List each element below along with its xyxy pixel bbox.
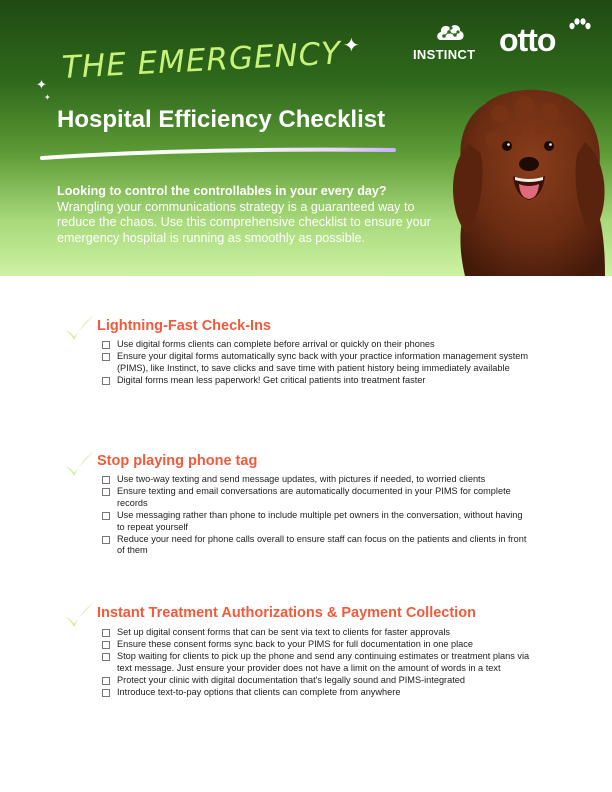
checklist-item[interactable] [101,339,531,351]
checklist-item-text: Set up digital consent forms that can be sent via text to clients for faster approvals [117,627,450,637]
sparkle-icon: ✦ [343,33,360,57]
checklist [101,339,531,387]
checklist-item-text: Ensure your digital forms automatically sync back with your practice information management system (PIMS), like Instinct, to save clicks and save time with patient history being immediately available [117,350,529,373]
checkbox[interactable] [102,353,110,361]
checklist-item[interactable] [101,627,531,639]
checklist-item[interactable] [101,534,531,558]
checkmark-icon [62,449,96,479]
checkbox[interactable] [102,488,110,496]
otto-logo: otto [499,22,556,58]
checklist-item[interactable] [101,474,531,486]
checkmark-icon [62,600,96,630]
checkbox[interactable] [102,476,110,484]
sparkle-icon: ✦ [36,78,47,93]
section-title: Lightning-Fast Check-Ins [97,318,271,334]
checkbox[interactable] [102,689,110,697]
checklist-item-text: Protect your clinic with digital documentation that's legally sound and PIMS-integrated [117,674,466,685]
checkbox[interactable] [102,641,110,649]
section-title: Stop playing phone tag [97,453,258,469]
checkbox[interactable] [102,653,110,661]
section-title: Instant Treatment Authorizations & Payment Collection [97,605,476,621]
checkbox[interactable] [102,629,110,637]
checklist-item-text: Use messaging rather than phone to include multiple pet owners in the conversation, without having to repeat yourself [117,509,523,532]
checklist-item[interactable] [101,675,531,687]
intro-text [57,184,432,246]
checkbox[interactable] [102,677,110,685]
checkbox[interactable] [102,512,110,520]
checklist-item[interactable] [101,375,531,387]
checkbox[interactable] [102,377,110,385]
checklist-item-text: Use digital forms clients can complete before arrival or quickly on their phones [117,339,435,349]
checkbox[interactable] [102,536,110,544]
checkmark-icon [62,313,96,343]
checklist-item-text: Introduce text-to-pay options that clients can complete from anywhere [117,686,401,697]
checkbox[interactable] [102,341,110,349]
script-title: THE EMERGENCY [61,35,343,86]
paw-icon [568,18,592,38]
checklist [101,474,531,557]
intro-body: Wrangling your communications strategy is a guaranteed way to reduce the chaos. Use this comprehensive checklist to ensure your emergency hospital is running as smoothly as possible. [57,199,431,245]
checklist-item[interactable] [101,351,531,375]
sparkle-icon: ✦ [44,93,51,102]
page-title: Hospital Efficiency Checklist [57,106,386,133]
checklist-item-text: Ensure these consent forms sync back to your PIMS for full documentation in one place [117,638,473,649]
instinct-brain-icon [435,22,465,46]
checklist-item-text: Stop waiting for clients to pick up the phone and send any continuing estimates or treatment plans via text message. Just ensure your provider does not have a limit on the amount of words in a text [117,650,530,673]
instinct-wordmark: INSTINCT [413,47,476,62]
checklist-item-text: Reduce your need for phone calls overall to ensure staff can focus on the patients and clients in front of them [117,533,527,556]
checklist-item-text: Digital forms mean less paperwork! Get critical patients into treatment faster [117,374,426,385]
swoosh-underline-icon [38,145,398,161]
checklist-item[interactable] [101,510,531,534]
hero-banner [0,0,612,276]
checklist-item[interactable] [101,651,531,675]
checklist-item[interactable] [101,687,531,699]
checklist-item[interactable] [101,486,531,510]
dog-photo [445,84,612,276]
instinct-logo [411,22,491,64]
intro-lead: Looking to control the controllables in your every day? [57,184,387,198]
checklist-item-text: Ensure texting and email conversations are automatically documented in your PIMS for complete records [117,485,511,508]
checklist-item[interactable] [101,639,531,651]
checklist-item-text: Use two-way texting and send message updates, with pictures if needed, to worried clients [117,474,486,484]
checklist [101,627,531,698]
